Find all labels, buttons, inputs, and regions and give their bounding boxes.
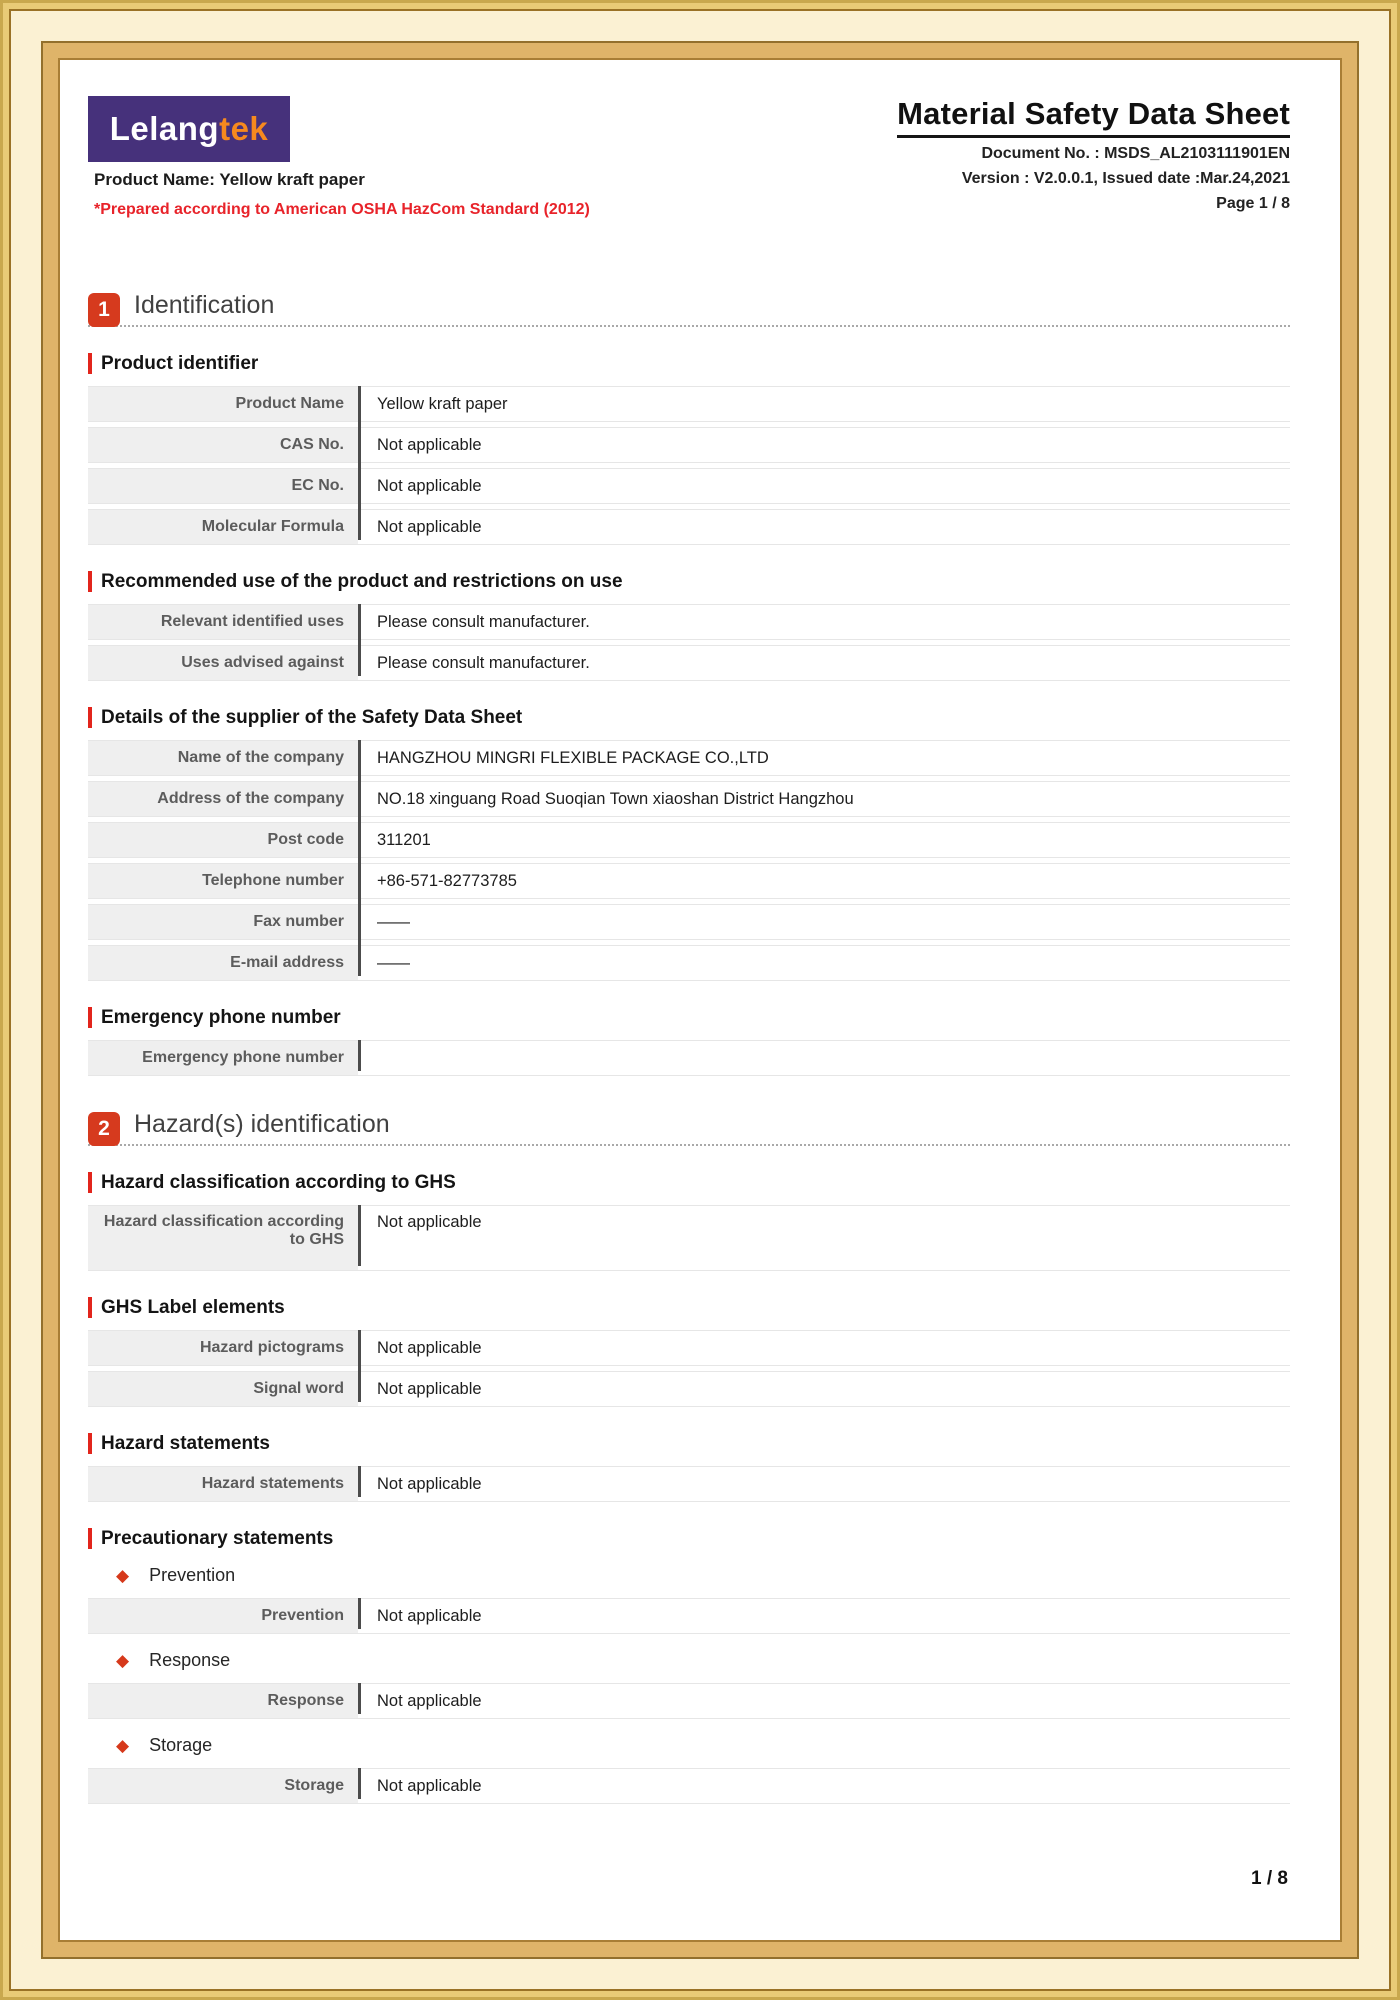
emergency-phone-table: [88, 1040, 1290, 1076]
page-line: Page 1 / 8: [1216, 195, 1290, 212]
ghs-classification-table: [88, 1205, 1290, 1271]
row-value: Not applicable: [358, 469, 1290, 503]
table-row: [88, 386, 1290, 422]
storage-bullet: [116, 1735, 1290, 1756]
table-row: [88, 781, 1290, 817]
bullet-label: Prevention: [149, 1565, 236, 1585]
table-row: [88, 1205, 1290, 1271]
row-label: Storage: [88, 1769, 358, 1803]
row-label: Molecular Formula: [88, 510, 358, 544]
product-identifier-table: [88, 386, 1290, 545]
header-left: [88, 96, 590, 219]
table-row: [88, 1598, 1290, 1634]
table-row: [88, 1683, 1290, 1719]
supplier-details-heading: Details of the supplier of the Safety Data Sheet: [88, 707, 1290, 728]
section-2-header: [88, 1110, 1290, 1146]
version-line: Version : V2.0.0.1, Issued date :Mar.24,2021: [961, 170, 1290, 187]
recommended-use-table: [88, 604, 1290, 681]
row-value: Yellow kraft paper: [358, 387, 1290, 421]
row-label: Emergency phone number: [88, 1041, 358, 1075]
section-1-number-badge: 1: [88, 293, 120, 327]
msds-page: [60, 60, 1340, 1940]
row-label: Name of the company: [88, 741, 358, 775]
row-label: Address of the company: [88, 782, 358, 816]
bullet-label: Storage: [149, 1735, 213, 1755]
row-label: Hazard statements: [88, 1467, 358, 1501]
page-number-footer: 1 / 8: [1251, 1868, 1288, 1889]
hazard-statements-heading: Hazard statements: [88, 1433, 1290, 1454]
row-label: Hazard classification according to GHS: [88, 1206, 358, 1270]
supplier-details-table: [88, 740, 1290, 981]
table-row: [88, 740, 1290, 776]
row-value: Not applicable: [358, 1769, 1290, 1803]
frame-inner-gold: [43, 43, 1357, 1957]
table-row: [88, 945, 1290, 981]
gold-frame-line: [9, 9, 1391, 1991]
precautionary-statements-heading: Precautionary statements: [88, 1528, 1290, 1549]
frame-inner-line: [41, 41, 1359, 1959]
row-label: Telephone number: [88, 864, 358, 898]
row-value: [358, 1041, 1290, 1075]
ghs-label-elements-heading: GHS Label elements: [88, 1297, 1290, 1318]
bullet-label: Response: [149, 1650, 231, 1670]
section-1-header: [88, 291, 1290, 327]
diamond-icon: ◆: [116, 1651, 130, 1670]
row-label: Response: [88, 1684, 358, 1718]
row-label: Hazard pictograms: [88, 1331, 358, 1365]
row-value: Not applicable: [358, 428, 1290, 462]
storage-table: [88, 1768, 1290, 1804]
prepared-note: *Prepared according to American OSHA HazCom Standard (2012): [94, 201, 590, 218]
product-identifier-heading: Product identifier: [88, 353, 1290, 374]
row-label: E-mail address: [88, 946, 358, 980]
response-table: [88, 1683, 1290, 1719]
diamond-icon: ◆: [116, 1566, 130, 1585]
table-row: [88, 427, 1290, 463]
table-row: [88, 1466, 1290, 1502]
row-value: NO.18 xinguang Road Suoqian Town xiaoshan District Hangzhou: [358, 782, 1290, 816]
response-bullet: [116, 1650, 1290, 1671]
document-header: [88, 96, 1290, 219]
frame-cream-band: [11, 11, 1389, 1989]
document-title: Material Safety Data Sheet: [897, 96, 1290, 138]
gold-frame-band: [3, 3, 1397, 1997]
table-row: [88, 604, 1290, 640]
row-label: Fax number: [88, 905, 358, 939]
row-value: ——: [358, 905, 1290, 939]
brand-logo-main: Lelang: [109, 110, 220, 147]
product-name-line: Product Name: Yellow kraft paper: [94, 170, 365, 189]
table-row: [88, 1330, 1290, 1366]
table-row: [88, 822, 1290, 858]
row-label: Relevant identified uses: [88, 605, 358, 639]
ghs-classification-heading: Hazard classification according to GHS: [88, 1172, 1290, 1193]
brand-logo: [88, 96, 290, 162]
row-value: Not applicable: [358, 1599, 1290, 1633]
row-value: +86-571-82773785: [358, 864, 1290, 898]
table-row: [88, 863, 1290, 899]
row-label: Signal word: [88, 1372, 358, 1406]
row-value: Please consult manufacturer.: [358, 646, 1290, 680]
emergency-phone-heading: Emergency phone number: [88, 1007, 1290, 1028]
row-value: Not applicable: [358, 510, 1290, 544]
row-label: Post code: [88, 823, 358, 857]
row-value: Please consult manufacturer.: [358, 605, 1290, 639]
table-row: [88, 509, 1290, 545]
table-row: [88, 904, 1290, 940]
row-value: Not applicable: [358, 1206, 1290, 1270]
table-row: [88, 468, 1290, 504]
ghs-label-elements-table: [88, 1330, 1290, 1407]
section-2-title: Hazard(s) identification: [134, 1110, 390, 1138]
document-number: Document No. : MSDS_AL2103111901EN: [981, 145, 1290, 162]
table-row: [88, 1371, 1290, 1407]
section-2-number-badge: 2: [88, 1112, 120, 1146]
row-label: Uses advised against: [88, 646, 358, 680]
recommended-use-heading: Recommended use of the product and restrictions on use: [88, 571, 1290, 592]
table-row: [88, 1768, 1290, 1804]
prevention-table: [88, 1598, 1290, 1634]
row-value: Not applicable: [358, 1331, 1290, 1365]
table-row: [88, 645, 1290, 681]
row-value: HANGZHOU MINGRI FLEXIBLE PACKAGE CO.,LTD: [358, 741, 1290, 775]
row-label: Prevention: [88, 1599, 358, 1633]
diamond-icon: ◆: [116, 1736, 130, 1755]
row-value: Not applicable: [358, 1467, 1290, 1501]
section-1-title: Identification: [134, 291, 275, 319]
header-right: [897, 96, 1290, 213]
row-label: Product Name: [88, 387, 358, 421]
row-label: CAS No.: [88, 428, 358, 462]
brand-logo-accent: tek: [219, 110, 269, 147]
row-label: EC No.: [88, 469, 358, 503]
hazard-statements-table: [88, 1466, 1290, 1502]
row-value: 311201: [358, 823, 1290, 857]
prevention-bullet: [116, 1565, 1290, 1586]
frame-inner-edge: [58, 58, 1342, 1942]
row-value: Not applicable: [358, 1684, 1290, 1718]
row-value: Not applicable: [358, 1372, 1290, 1406]
table-row: [88, 1040, 1290, 1076]
row-value: ——: [358, 946, 1290, 980]
